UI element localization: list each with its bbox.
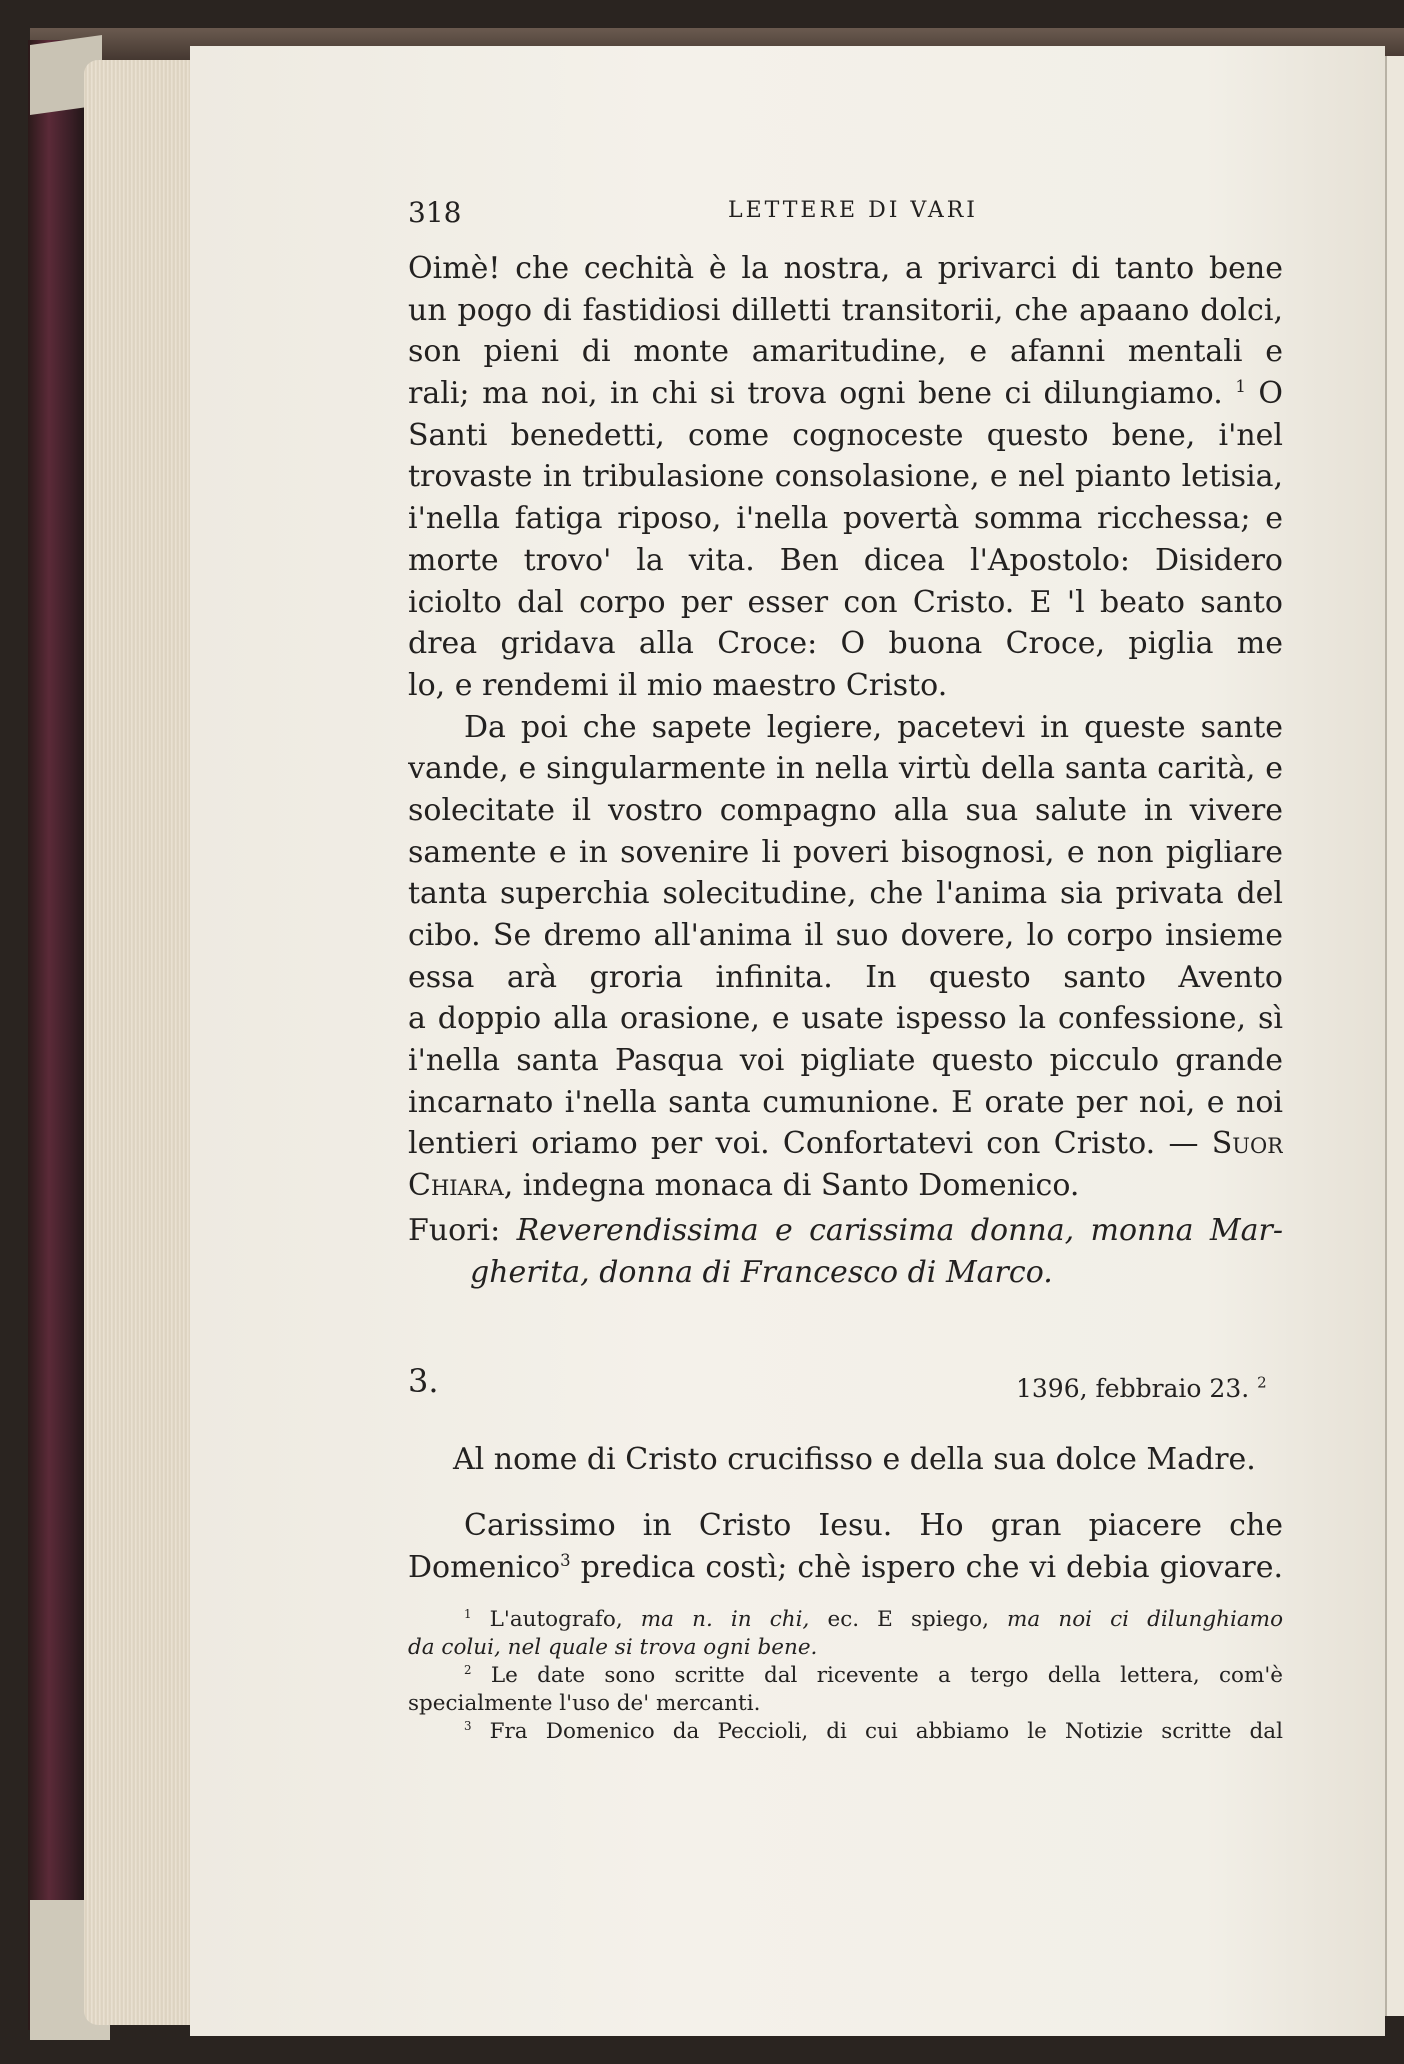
footnote-3 (408, 1718, 1283, 1746)
text-line: incarnato i'nella santa cumunione. E orate per noi, e noi (408, 1084, 1283, 1120)
text-line (408, 373, 1283, 415)
footnote-2-cont: specialmente l'uso de' mercanti. (408, 1691, 761, 1716)
letter3-body (408, 1505, 1283, 1588)
text-line: cibo. Se dremo all'anima il suo dovere, lo corpo insieme (408, 918, 1283, 953)
running-title: LETTERE DI VARI (728, 198, 978, 223)
text-line: a doppio alla orasione, e usate ispesso la confessione, sì (408, 1001, 1283, 1037)
text-line: Oimè! che cechità è la nostra, a privarci di tanto bene (408, 251, 1283, 286)
text-line: un pogo di fastidiosi dilletti transitorii, che apaano dolci, (408, 292, 1283, 328)
page-edges (84, 60, 194, 2025)
text-segment: L'autografo, (489, 1607, 623, 1632)
address-block (408, 1210, 1283, 1294)
footnote-mark: 2 (464, 1662, 472, 1677)
text-segment: rali; ma noi, in chi si trova ogni bene ci dilungiamo. (408, 376, 1223, 412)
text-segment: Fra Domenico da Peccioli, di cui abbiamo le Notizie scritte dal (489, 1719, 1283, 1744)
text-segment: predica costì; chè ispero che vi debia giovare. (580, 1549, 1283, 1585)
text-line: lo, e rendemi il mio maestro Cristo. (408, 667, 948, 703)
invocation: Al nome di Cristo crucifisso e della sua dolce Madre. (453, 1442, 1256, 1477)
text-segment: ma n. in chi, (640, 1607, 810, 1632)
page-number: 318 (408, 196, 462, 229)
text-line: trovaste in tribulasione consolasione, e nel pianto letisia, (408, 459, 1283, 495)
address-line (408, 1210, 1283, 1252)
signature: Chiara, (408, 1168, 514, 1204)
text-segment: Domenico (408, 1549, 561, 1585)
footnote-ref: 1 (1235, 377, 1246, 397)
text-segment: lentieri oriamo per voi. Confortatevi con Cristo. — (408, 1126, 1199, 1162)
text-line (408, 1547, 1283, 1589)
address-label: Fuori: (408, 1213, 501, 1248)
text-segment: O (1258, 376, 1283, 412)
text-line (408, 1123, 1283, 1165)
text-segment: ma noi ci dilunghiamo (1007, 1607, 1284, 1632)
text-line: Da poi che sapete legiere, pacetevi in queste sante (464, 709, 1283, 745)
text-line: son pieni di monte amaritudine, e afanni mentali e (408, 334, 1283, 370)
page-header (408, 196, 1283, 232)
text-line: samente e in sovenire li poveri bisognosi, e non pigliare (408, 834, 1283, 870)
text-segment: Le date sono scritte dal ricevente a tergo della lettera, com'è (490, 1663, 1283, 1688)
text-line: iciolto dal corpo per esser con Cristo. E 'l beato santo (408, 584, 1283, 620)
next-page-edge (1385, 56, 1404, 2016)
address-text: gherita, donna di Francesco di Marco. (470, 1255, 1053, 1290)
text-line: i'nella santa Pasqua voi pigliate questo picculo grande (408, 1043, 1283, 1079)
text-line: solecitate il vostro compagno alla sua salute in vivere (408, 792, 1283, 828)
text-line: morte trovo' la vita. Ben dicea l'Apostolo: Disidero (408, 542, 1283, 578)
footnote-ref: 3 (560, 1550, 571, 1570)
footnote-2 (408, 1662, 1283, 1690)
footnote-mark: 1 (464, 1606, 472, 1621)
letter-body (408, 248, 1283, 1207)
text-line: essa arà groria infinita. In questo santo Avento (408, 959, 1283, 995)
text-line: tanta superchia solecitudine, che l'anima sia privata del (408, 876, 1283, 912)
footnote-mark: 3 (464, 1718, 472, 1733)
cover-spine-leather (28, 40, 88, 2030)
text-line: Santi benedetti, come cognoceste questo bene, i'nel (408, 417, 1283, 453)
text-line: drea gridava alla Croce: O buona Croce, piglia me (408, 626, 1283, 662)
footnote-ref: 2 (1257, 1373, 1267, 1392)
text-line: vande, e singularmente in nella virtù della santa carità, e (408, 751, 1283, 787)
text-line (408, 1165, 1283, 1207)
letter-date (1016, 1374, 1267, 1403)
address-text: Reverendissima e carissima donna, monna Mar- (516, 1213, 1283, 1248)
signature: Suor (1211, 1126, 1283, 1162)
address-line (408, 1252, 1283, 1294)
footnotes (408, 1606, 1283, 1746)
text-segment: ec. E spiego, (827, 1607, 989, 1632)
text-segment: da colui, nel quale si trova ogni bene. (408, 1635, 818, 1660)
text-line: Carissimo in Cristo Iesu. Ho gran piacere che (464, 1508, 1283, 1543)
text-segment: indegna monaca di Santo Domenico. (522, 1168, 1080, 1204)
letter-number: 3. (408, 1362, 439, 1400)
footnote-1 (408, 1606, 1283, 1634)
footnote-1-cont (408, 1634, 1283, 1662)
text-line: i'nella fatiga riposo, i'nella povertà somma ricchessa; e (408, 501, 1283, 537)
date-text: 1396, febbraio 23. (1016, 1374, 1250, 1403)
